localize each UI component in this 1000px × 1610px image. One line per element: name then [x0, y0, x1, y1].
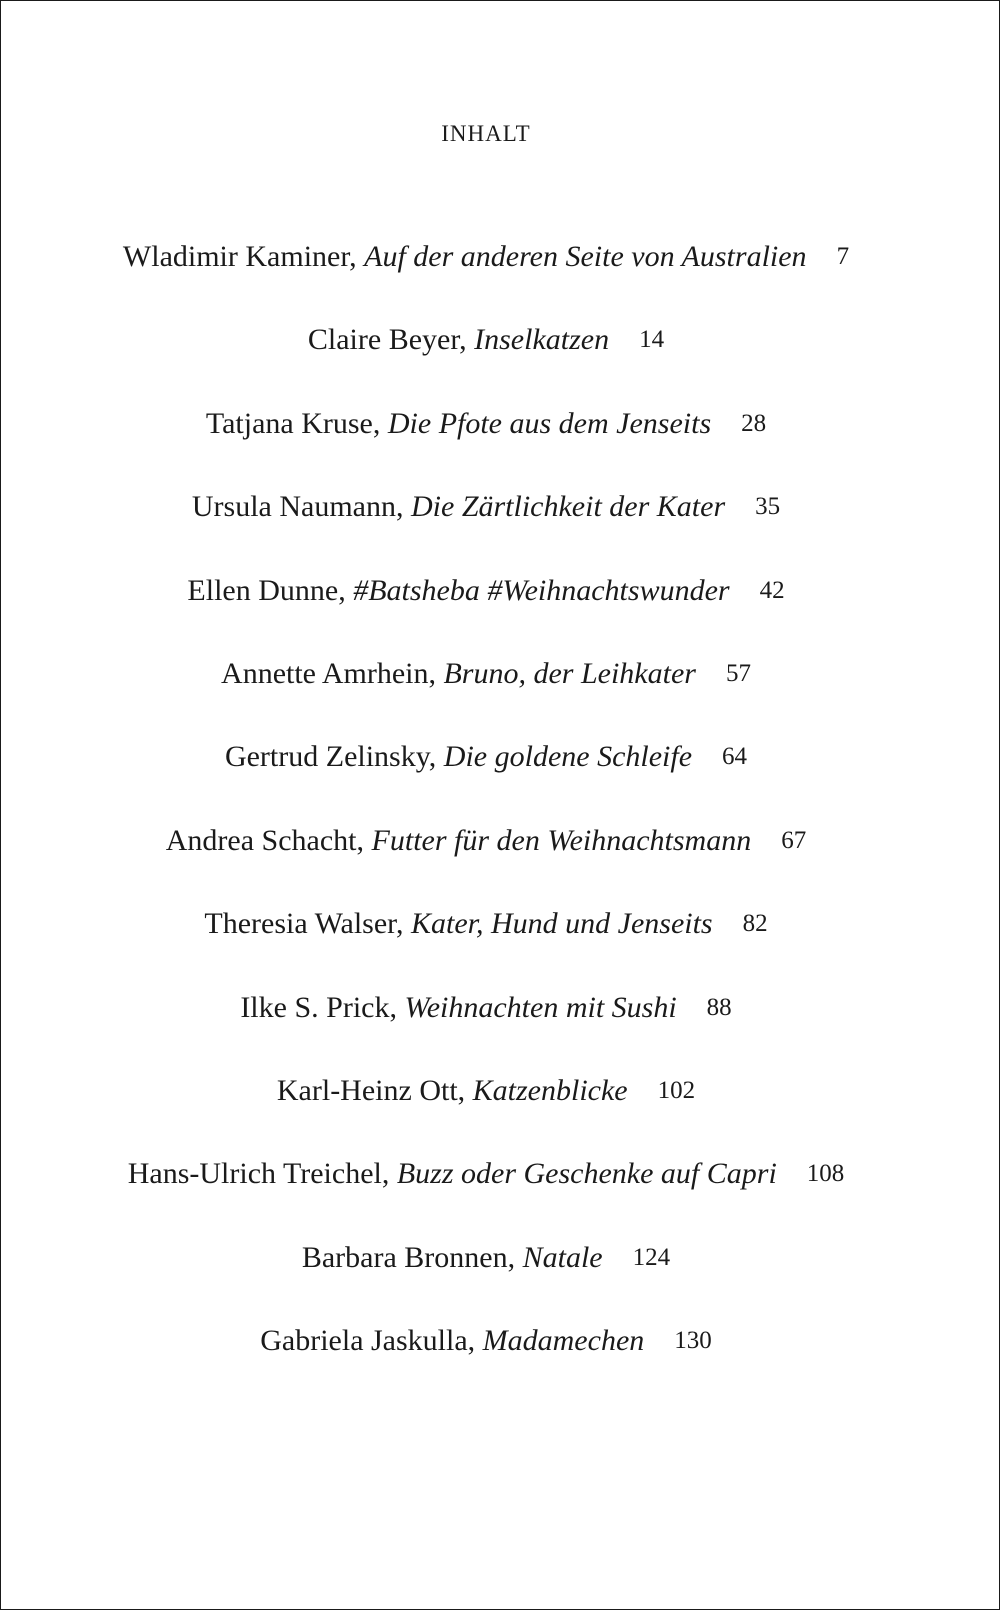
toc-page-number: 124: [632, 1243, 671, 1271]
toc-page-number: 82: [742, 910, 768, 938]
toc-title: Bruno, der Leihkater: [443, 656, 696, 690]
toc-title: Kater, Hund und Jenseits: [410, 907, 713, 941]
toc-title: Futter für den Weihnachtsmann: [371, 823, 752, 857]
toc-page-number: 57: [725, 659, 751, 687]
toc-author: Barbara Bronnen,: [301, 1240, 516, 1274]
toc-author: Theresia Walser,: [204, 907, 404, 941]
toc-page-number: 130: [674, 1327, 712, 1355]
toc-page-number: 88: [706, 993, 732, 1021]
toc-title: Buzz oder Geschenke auf Capri: [396, 1157, 777, 1191]
toc-author: Wladimir Kaminer,: [122, 240, 357, 273]
toc-entry: [1, 904, 971, 987]
toc-page-number: 35: [755, 493, 781, 521]
page-title: INHALT: [441, 121, 531, 146]
table-of-contents: [1, 237, 971, 1404]
toc-entry: [1, 404, 971, 487]
toc-page-number: 102: [657, 1076, 696, 1104]
toc-page-number: 64: [722, 743, 748, 771]
toc-title: Die goldene Schleife: [443, 740, 693, 774]
toc-author: Karl-Heinz Ott,: [276, 1073, 466, 1107]
toc-page-number: 14: [639, 326, 665, 354]
toc-author: Ilke S. Prick,: [240, 990, 397, 1024]
toc-title: Katzenblicke: [472, 1073, 628, 1107]
toc-author: Ursula Naumann,: [191, 490, 404, 524]
toc-page-number: 67: [781, 826, 807, 854]
toc-page-number: 28: [741, 409, 767, 437]
toc-entry: [1, 988, 971, 1071]
toc-title: Natale: [522, 1240, 603, 1274]
toc-author: Gertrud Zelinsky,: [224, 740, 437, 774]
toc-entry: [1, 571, 971, 654]
toc-author: Gabriela Jaskulla,: [260, 1324, 476, 1358]
toc-entry: [1, 737, 971, 820]
toc-entry: [1, 320, 971, 403]
toc-author: Hans-Ulrich Treichel,: [127, 1157, 390, 1191]
toc-author: Andrea Schacht,: [165, 823, 365, 857]
toc-entry: [1, 821, 971, 904]
toc-title: Inselkatzen: [474, 323, 610, 357]
toc-entry: [1, 487, 971, 570]
toc-entry: [1, 654, 971, 737]
toc-author: Annette Amrhein,: [221, 656, 436, 690]
toc-entry: [1, 1238, 971, 1321]
toc-author: Ellen Dunne,: [187, 573, 346, 607]
toc-title: Auf der anderen Seite von Australien: [364, 240, 807, 273]
toc-entry: [1, 237, 971, 320]
toc-title: #Batsheba #Weihnachtswunder: [353, 573, 730, 607]
toc-page-number: 42: [759, 576, 785, 604]
toc-page-number: 7: [836, 243, 850, 270]
toc-title: Weihnachten mit Sushi: [404, 990, 677, 1024]
toc-title: Die Pfote aus dem Jenseits: [387, 406, 712, 440]
toc-entry: [1, 1321, 971, 1404]
toc-entry: [1, 1154, 971, 1237]
toc-title: Madamechen: [482, 1324, 645, 1358]
toc-title: Die Zärtlichkeit der Kater: [411, 490, 726, 524]
toc-author: Tatjana Kruse,: [205, 406, 381, 440]
toc-entry: [1, 1071, 971, 1154]
toc-page-number: 108: [806, 1160, 845, 1188]
toc-author: Claire Beyer,: [307, 323, 467, 357]
